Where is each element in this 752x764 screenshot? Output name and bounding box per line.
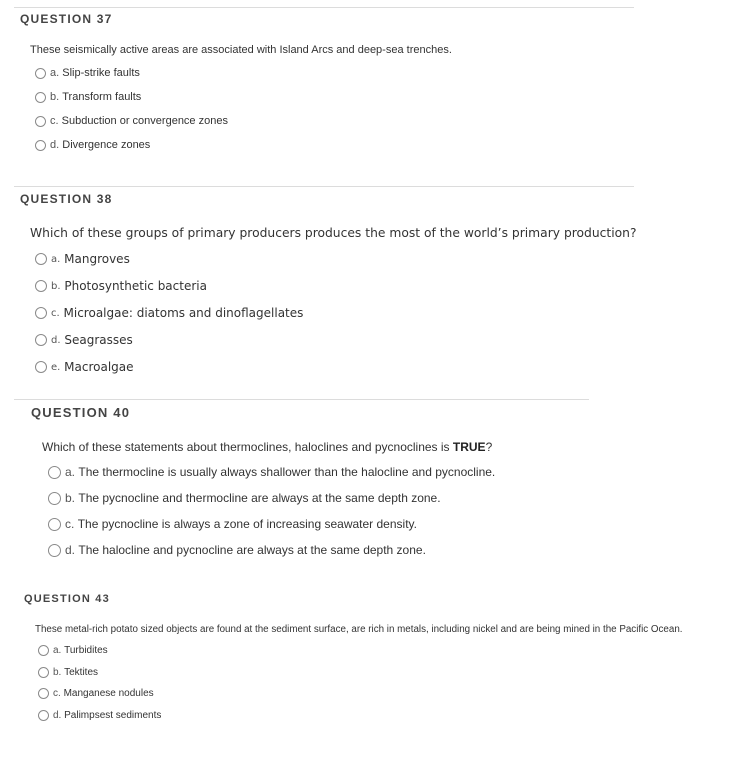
option-letter: b. (50, 91, 60, 103)
question-40-prompt (42, 440, 492, 454)
option-letter: c. (50, 115, 59, 127)
option-letter: b. (53, 667, 62, 678)
radio-button[interactable] (35, 334, 47, 346)
q43-option-a[interactable] (38, 645, 108, 656)
option-letter: c. (51, 307, 60, 319)
radio-button[interactable] (38, 710, 49, 721)
radio-button[interactable] (35, 68, 46, 79)
question-40-heading: QUESTION 40 (31, 405, 131, 420)
option-letter: a. (53, 645, 62, 656)
q38-option-d[interactable] (35, 333, 133, 347)
option-text: Subduction or convergence zones (61, 115, 228, 127)
option-text: Slip-strike faults (62, 67, 140, 79)
q40-option-c[interactable] (48, 517, 417, 531)
option-letter: a. (50, 67, 60, 79)
question-37-prompt: These seismically active areas are associated with Island Arcs and deep-sea trenches. (30, 44, 452, 56)
q40-option-a[interactable] (48, 465, 495, 479)
divider-q40 (14, 399, 589, 400)
radio-button[interactable] (48, 466, 61, 479)
option-letter: e. (51, 361, 61, 373)
option-text: Tektites (64, 667, 99, 678)
question-37-heading: QUESTION 37 (20, 12, 113, 26)
q37-option-d[interactable] (35, 139, 150, 151)
option-letter: d. (65, 543, 76, 557)
radio-button[interactable] (38, 667, 49, 678)
radio-button[interactable] (48, 518, 61, 531)
q37-option-a[interactable] (35, 67, 140, 79)
q43-option-b[interactable] (38, 667, 98, 678)
option-letter: d. (53, 710, 62, 721)
question-38-heading: QUESTION 38 (20, 192, 113, 206)
option-text: Transform faults (62, 91, 142, 103)
option-text: Seagrasses (64, 333, 133, 347)
option-text: Turbidites (64, 645, 108, 656)
question-43-heading: QUESTION 43 (24, 593, 110, 605)
option-letter: a. (65, 465, 76, 479)
divider-q38 (14, 186, 634, 187)
question-38-prompt: Which of these groups of primary producers produces the most of the world’s primary production? (30, 226, 637, 240)
radio-button[interactable] (38, 688, 49, 699)
option-text: The thermocline is usually always shallower than the halocline and pycnocline. (78, 465, 496, 479)
radio-button[interactable] (35, 361, 47, 373)
q43-option-c[interactable] (38, 688, 154, 699)
option-letter: c. (65, 517, 75, 531)
option-text: Manganese nodules (63, 688, 154, 699)
radio-button[interactable] (35, 253, 47, 265)
q38-option-e[interactable] (35, 360, 134, 374)
radio-button[interactable] (35, 307, 47, 319)
option-letter: d. (50, 139, 60, 151)
radio-button[interactable] (35, 140, 46, 151)
option-text: Microalgae: diatoms and dinoflagellates (63, 306, 304, 320)
option-text: Photosynthetic bacteria (64, 279, 207, 293)
option-text: Divergence zones (62, 139, 151, 151)
question-40-prompt-end: ? (485, 440, 493, 454)
option-letter: a. (51, 253, 61, 265)
option-letter: b. (51, 280, 61, 292)
q38-option-a[interactable] (35, 252, 130, 266)
option-text: The pycnocline is always a zone of increasing seawater density. (77, 517, 417, 531)
q40-option-d[interactable] (48, 543, 426, 557)
option-letter: d. (51, 334, 61, 346)
radio-button[interactable] (38, 645, 49, 656)
option-letter: b. (65, 491, 76, 505)
radio-button[interactable] (35, 92, 46, 103)
option-text: Mangroves (64, 252, 130, 266)
q37-option-b[interactable] (35, 91, 141, 103)
option-text: Palimpsest sediments (64, 710, 162, 721)
divider-q37 (14, 7, 634, 8)
radio-button[interactable] (35, 116, 46, 127)
question-40-prompt-emphasis: TRUE (452, 440, 486, 454)
option-text: The halocline and pycnocline are always at the same depth zone. (78, 543, 426, 557)
q38-option-b[interactable] (35, 279, 207, 293)
question-43-prompt: These metal-rich potato sized objects are found at the sediment surface, are rich in metals, including nickel and are being mined in the Pacific Ocean. (35, 624, 683, 635)
q37-option-c[interactable] (35, 115, 228, 127)
q40-option-b[interactable] (48, 491, 441, 505)
option-text: Macroalgae (64, 360, 134, 374)
radio-button[interactable] (48, 492, 61, 505)
radio-button[interactable] (35, 280, 47, 292)
question-40-prompt-text: Which of these statements about thermoclines, haloclines and pycnoclines is (42, 440, 453, 454)
option-letter: c. (53, 688, 61, 699)
q38-option-c[interactable] (35, 306, 303, 320)
option-text: The pycnocline and thermocline are always at the same depth zone. (78, 491, 441, 505)
radio-button[interactable] (48, 544, 61, 557)
q43-option-d[interactable] (38, 710, 161, 721)
